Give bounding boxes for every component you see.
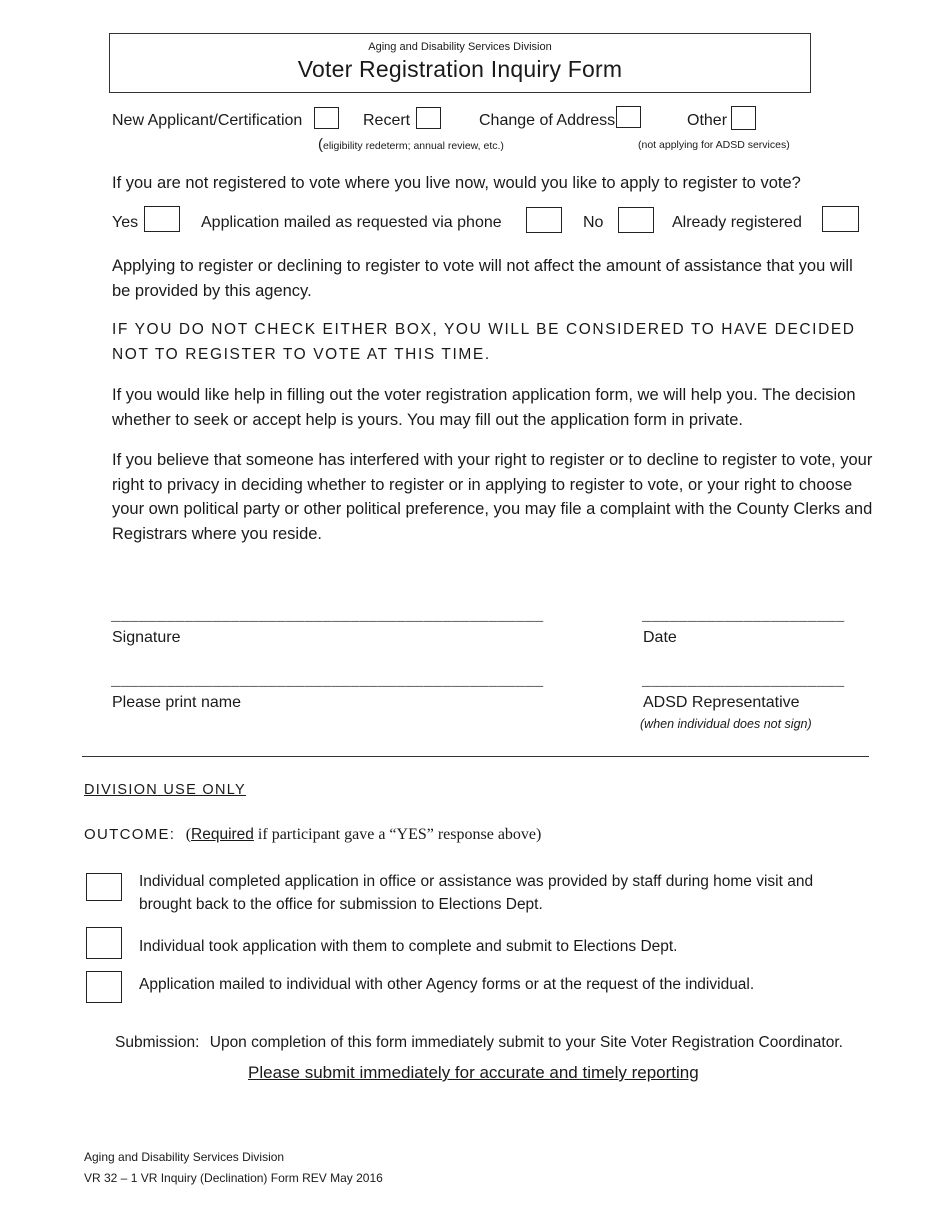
outcome-label: OUTCOME: bbox=[84, 826, 176, 843]
label-other: Other bbox=[687, 112, 728, 129]
outcome-option-3: Application mailed to individual with other Agency forms or at the request of the individual. bbox=[139, 976, 755, 993]
outcome-line bbox=[84, 826, 541, 844]
outcome-option-2: Individual took application with them to complete and submit to Elections Dept. bbox=[139, 938, 678, 955]
label-new-applicant: New Applicant/Certification bbox=[112, 112, 303, 129]
paragraph-assistance: Applying to register or declining to register to vote will not affect the amount of assistance that you will be provided by this agency. bbox=[112, 257, 853, 300]
label-recert: Recert bbox=[363, 112, 411, 129]
form-title: Voter Registration Inquiry Form bbox=[297, 56, 623, 82]
label-already-registered: Already registered bbox=[672, 214, 802, 231]
checkbox-other[interactable] bbox=[731, 106, 756, 130]
rep-label: ADSD Representative bbox=[643, 694, 800, 711]
division-heading: DIVISION USE ONLY bbox=[84, 782, 247, 798]
outcome-open: ( bbox=[185, 826, 192, 843]
checkbox-no[interactable] bbox=[618, 207, 654, 233]
submission-label: Submission: bbox=[115, 1034, 200, 1051]
label-mailed-phone: Application mailed as requested via phone bbox=[201, 214, 502, 231]
label-yes: Yes bbox=[112, 214, 139, 231]
footer-form-id: VR 32 – 1 VR Inquiry (Declination) Form REV May 2016 bbox=[84, 1171, 383, 1185]
checkbox-yes[interactable] bbox=[144, 206, 180, 232]
form-header bbox=[109, 33, 811, 93]
outcome-rest: if participant gave a “YES” response above) bbox=[253, 826, 542, 843]
footer-org: Aging and Disability Services Division bbox=[84, 1150, 285, 1164]
submission-line bbox=[115, 1034, 843, 1052]
signature-label: Signature bbox=[112, 629, 181, 646]
checkbox-mailed-phone[interactable] bbox=[526, 207, 562, 233]
checkbox-already-registered[interactable] bbox=[822, 206, 859, 232]
date-line[interactable]: ______________________ bbox=[642, 608, 845, 625]
rep-line[interactable]: ______________________ bbox=[642, 673, 845, 690]
outcome-option-1: Individual completed application in office or assistance was provided by staff during home visit and brought back to the office for submission to Elections Dept. bbox=[139, 873, 814, 913]
recert-note bbox=[318, 136, 504, 154]
checkbox-outcome-2[interactable] bbox=[86, 927, 122, 959]
outcome-required: Required bbox=[191, 826, 254, 843]
label-no: No bbox=[583, 214, 604, 231]
rep-note: (when individual does not sign) bbox=[640, 717, 812, 731]
label-change-address: Change of Address bbox=[479, 112, 616, 129]
checkbox-outcome-1[interactable] bbox=[86, 873, 122, 901]
checkbox-outcome-3[interactable] bbox=[86, 971, 122, 1003]
submission-notice: Please submit immediately for accurate and timely reporting bbox=[248, 1063, 699, 1082]
checkbox-recert[interactable] bbox=[416, 107, 441, 129]
header-org: Aging and Disability Services Division bbox=[368, 41, 552, 53]
register-question: If you are not registered to vote where you live now, would you like to apply to register to vote? bbox=[112, 174, 801, 192]
date-label: Date bbox=[643, 629, 677, 646]
recert-note-text: eligibility redeterm; annual review, etc.) bbox=[323, 140, 504, 152]
recert-note-paren: ( bbox=[318, 136, 323, 153]
other-note: (not applying for ADSD services) bbox=[638, 139, 790, 151]
signature-line[interactable]: _______________________________________________ bbox=[111, 608, 544, 625]
paragraph-complaint: If you believe that someone has interfered with your right to register or to decline to register to vote, your right to privacy in deciding whether to register or in applying to register to vote, or your right to choose your own political party or other political preference, you may file a complaint with the County Clerks and Registrars where you reside. bbox=[112, 451, 873, 543]
print-name-line[interactable]: _______________________________________________ bbox=[111, 673, 544, 690]
divider bbox=[82, 756, 869, 757]
checkbox-change-address[interactable] bbox=[616, 106, 641, 128]
print-name-label: Please print name bbox=[112, 694, 241, 711]
submission-text: Upon completion of this form immediately submit to your Site Voter Registration Coordinator. bbox=[209, 1034, 843, 1051]
paragraph-help: If you would like help in filling out the voter registration application form, we will help you. The decision whether to seek or accept help is yours. You may fill out the application form in private. bbox=[112, 386, 856, 429]
checkbox-new-applicant[interactable] bbox=[314, 107, 339, 129]
paragraph-warning: IF YOU DO NOT CHECK EITHER BOX, YOU WILL BE CONSIDERED TO HAVE DECIDED NOT TO REGISTER TO VOTE AT THIS TIME. bbox=[112, 321, 856, 363]
